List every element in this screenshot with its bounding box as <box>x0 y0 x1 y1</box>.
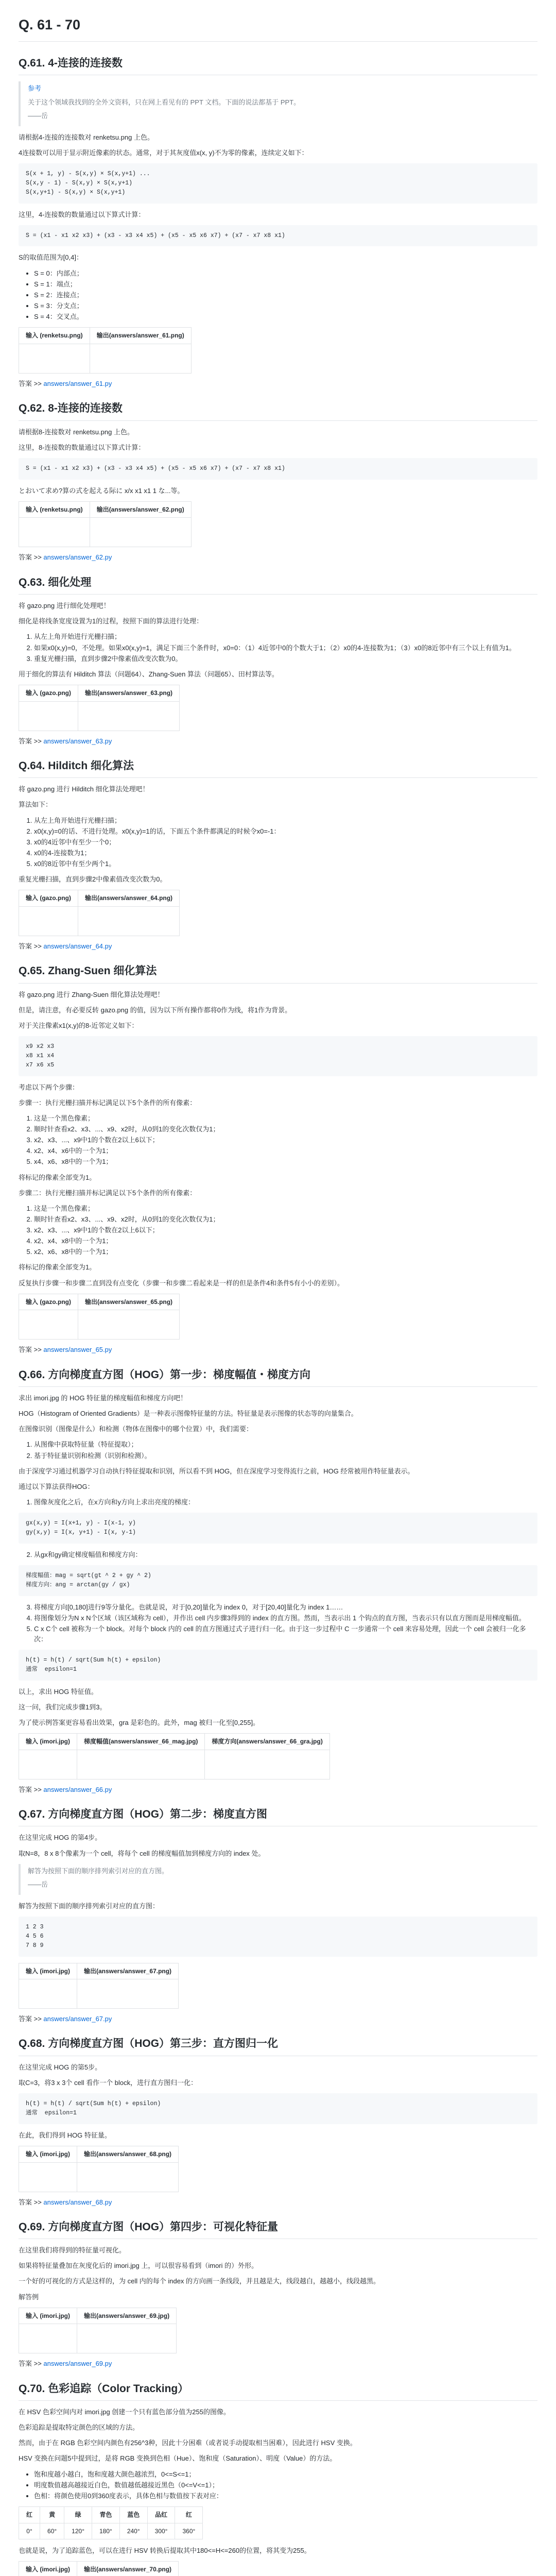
list-item: • S = 4：交叉点。 <box>34 312 537 322</box>
q70-p3: 然而，由于在 RGB 色彩空间内颜色有256^3种，因此十分困难（或者说手动提取相当困难），因此进行 HSV 变换。 <box>19 2439 357 2447</box>
q64-output-header: 输出(answers/answer_64.png) <box>78 890 180 907</box>
q66-p7: 这一问，我们完成步骤1到3。 <box>19 1703 107 1711</box>
q66-gra-image <box>205 1750 329 1779</box>
q67-input-image <box>19 1979 77 2009</box>
q63-input-header: 输入 (gazo.png) <box>19 685 78 701</box>
q67-output-header: 输出(answers/answer_67.png) <box>77 1963 179 1979</box>
q61-answer-link[interactable]: answers/answer_61.py <box>43 379 112 387</box>
q61-input-header: 输入 (renketsu.png) <box>19 328 90 344</box>
q64-input-header: 输入 (gazo.png) <box>19 890 78 907</box>
hue-name: 红 <box>175 2507 203 2523</box>
q65-input-image <box>19 1310 78 1340</box>
q63-answer <box>19 736 537 747</box>
q61-p4: S的取值范围为[0,4]： <box>19 253 83 262</box>
q67-quote <box>19 1864 537 1895</box>
q67-io-table <box>19 1963 179 2009</box>
q65-p3: 对于关注像素x1(x,y)的8-近邻定义如下： <box>19 1021 138 1029</box>
q61-io-table <box>19 327 192 374</box>
q62-p2: 这里，8-连接数的数量通过以下算式计算： <box>19 443 145 451</box>
list-item: 3. 将梯度方向[0,180]进行9等分量化。也就是说，对于[0,20]量化为 index 0，对于[20,40]量化为 index 1…… <box>34 1602 537 1613</box>
q66-title: Q.66. 方向梯度直方图（HOG）第一步：梯度幅值・梯度方向 <box>19 1367 537 1387</box>
q66-p1: 求出 imori.jpg 的 HOG 特征量的梯度幅值和梯度方向吧！ <box>19 1394 187 1402</box>
answer-label: 答案 >> <box>19 2015 44 2023</box>
q61-p1: 请根据4-连接的连接数对 renketsu.png 上色。 <box>19 133 154 141</box>
q61-code2: S = (x1 - x1 x2 x3) + (x3 - x3 x4 x5) + (x5 - x5 x6 x7) + (x7 - x7 x8 x1) <box>19 225 537 247</box>
q63-p1: 将 gazo.png 进行细化处理吧！ <box>19 602 110 610</box>
list-item: • S = 1：端点； <box>34 279 537 290</box>
q66-input-image <box>19 1750 77 1779</box>
q65-p5: 反复执行步骤一和步骤二直到没有点变化（步骤一和步骤二看起来是一样的但是条件4和条件5有小小的差别）。 <box>19 1279 344 1287</box>
q65-step1-label: 步骤一：执行光栅扫描并标记满足以下5个条件的所有像素： <box>19 1098 197 1107</box>
hue-name: 蓝色 <box>119 2507 147 2523</box>
answer-label: 答案 >> <box>19 737 44 745</box>
hue-value: 0° <box>19 2523 40 2539</box>
q63-list <box>19 632 537 664</box>
hue-value: 240° <box>119 2523 147 2539</box>
q64-list <box>19 816 537 870</box>
list-item: 3. x2、x3、...、x9中1的个数在2以上6以下； <box>34 1135 537 1145</box>
list-item: 5. x2、x6、x8中的一个为1； <box>34 1247 537 1257</box>
q69-input-image <box>19 2324 77 2353</box>
q66-p2: HOG（Histogram of Oriented Gradients）是一种表示图像特征量的方法。特征量是表示图像的状态等的向量集合。 <box>19 1410 358 1418</box>
list-item: 1. 图像灰度化之后，在x方向和y方向上求出亮度的梯度： <box>34 1497 537 1507</box>
q68-answer-link[interactable]: answers/answer_68.py <box>43 2198 112 2206</box>
answer-label: 答案 >> <box>19 379 44 387</box>
page-title: Q. 61 - 70 <box>19 14 537 42</box>
q64-io-table <box>19 890 180 936</box>
q70-p2: 色彩追踪是提取特定颜色的区域的方法。 <box>19 2424 140 2432</box>
q62-code: S = (x1 - x1 x2 x3) + (x3 - x3 x4 x5) + (x5 - x5 x6 x7) + (x7 - x7 x8 x1) <box>19 458 537 480</box>
q69-p1: 在这里我们将得到的特征量可视化。 <box>19 2246 126 2255</box>
q65-p4: 考虑以下两个步骤： <box>19 1083 79 1091</box>
q66-answer <box>19 1785 537 1795</box>
q68-p2: 取C=3，将3 x 3个 cell 看作一个 block，进行直方图归一化： <box>19 2079 198 2087</box>
q70-output-header: 输出(answers/answer_70.png) <box>77 2562 179 2576</box>
q70-input-header: 输入 (imori.jpg) <box>19 2562 77 2576</box>
q64-input-image <box>19 906 78 936</box>
q64-p1: 将 gazo.png 进行 Hilditch 细化算法处理吧！ <box>19 785 149 793</box>
q65-code: x9 x2 x3 x8 x1 x4 x7 x6 x5 <box>19 1036 537 1076</box>
hue-value: 360° <box>175 2523 203 2539</box>
list-item: • S = 2：连接点； <box>34 290 537 300</box>
answer-label: 答案 >> <box>19 2360 44 2368</box>
q68-title: Q.68. 方向梯度直方图（HOG）第三步：直方图归一化 <box>19 2036 537 2056</box>
q69-answer-link[interactable]: answers/answer_69.py <box>43 2360 112 2368</box>
q62-title: Q.62. 8-连接的连接数 <box>19 400 537 421</box>
q61-title: Q.61. 4-连接的连接数 <box>19 55 537 76</box>
q65-step2-label: 步骤二：执行光栅扫描并标记满足以下5个条件的所有像素： <box>19 1189 197 1197</box>
q67-input-header: 输入 (imori.jpg) <box>19 1963 77 1979</box>
q68-p1: 在这里完成 HOG 的第5步。 <box>19 2063 102 2071</box>
answer-label: 答案 >> <box>19 1346 44 1354</box>
q70-list <box>19 2469 537 2501</box>
q65-p1: 将 gazo.png 进行 Zhang-Suen 细化算法处理吧！ <box>19 990 164 998</box>
q63-p2: 细化是将线条宽度设置为1的过程，按照下面的算法进行处理： <box>19 617 203 625</box>
q65-step2-after: 将标记的像素全部变为1。 <box>19 1263 96 1272</box>
list-item: 1. 从左上角开始进行光栅扫描； <box>34 632 537 642</box>
list-item: 3. 重复光栅扫描，直到步骤2中像素值改变次数为0。 <box>34 654 537 664</box>
q64-answer-link[interactable]: answers/answer_64.py <box>43 942 112 950</box>
q61-quote <box>19 81 537 126</box>
q70-io-table <box>19 2561 179 2576</box>
q65-output-image <box>78 1310 180 1340</box>
q66-answer-link[interactable]: answers/answer_66.py <box>43 1785 112 1793</box>
q62-p3: とおいて求め?算の式を起える际に x/x x1 x1 1 な...等。 <box>19 486 184 495</box>
list-item: 5. x0的8近邻中有至少两个1。 <box>34 859 537 869</box>
q68-input-image <box>19 2162 77 2192</box>
q65-answer <box>19 1345 537 1355</box>
q68-io-table <box>19 2146 179 2192</box>
q66-p6: 以上，求出 HOG 特征值。 <box>19 1687 98 1696</box>
hue-value: 180° <box>92 2523 120 2539</box>
q65-section <box>19 963 537 1355</box>
q70-p5: 也就是说，为了追踪蓝色，可以在进行 HSV 转换后提取其中180<=H<=260的位置，将其变为255。 <box>19 2547 311 2555</box>
hue-name: 绿 <box>64 2507 92 2523</box>
q69-p4: 解答例 <box>19 2293 39 2301</box>
q65-p2: 但是，请注意，有必要反转 gazo.png 的值，因为以下所有操作都将0作为线，将1作为背景。 <box>19 1006 292 1014</box>
list-item: 3. x2、x3、...、x9中1的个数在2以上6以下； <box>34 1225 537 1235</box>
q69-section <box>19 2219 537 2369</box>
q64-section <box>19 758 537 952</box>
q63-io-table <box>19 685 180 731</box>
q70-p1: 在 HSV 色彩空间内对 imori.jpg 创建一个只有蓝色部分值为255的图像。 <box>19 2408 230 2416</box>
q64-answer <box>19 941 537 952</box>
list-item: 2. 从gx和gy确定梯度幅值和梯度方向： <box>34 1550 537 1560</box>
q63-output-image <box>78 701 180 731</box>
q61-quote-line: 参考 <box>28 84 42 93</box>
q70-hue-table <box>19 2506 203 2539</box>
q64-p3: 重复光栅扫描，直到步骤2中像素值改变次数为0。 <box>19 875 167 884</box>
q62-section <box>19 400 537 563</box>
q68-section <box>19 2036 537 2207</box>
q65-step2-list <box>19 1204 537 1258</box>
list-item: 4. 将图像划分为N x N个区域（该区域称为 cell），并作出 cell 内步骤3得到的 index 的直方图。然而，当表示出 1 个钩点的直方图，当表示只有以直方图而是用梯度幅值。 <box>34 1613 537 1623</box>
answer-label: 答案 >> <box>19 1785 44 1793</box>
q62-input-image <box>19 518 90 547</box>
q69-answer <box>19 2359 537 2369</box>
q64-output-image <box>78 906 180 936</box>
hue-name: 红 <box>19 2507 40 2523</box>
q67-code: 1 2 3 4 5 6 7 8 9 <box>19 1917 537 1956</box>
list-item: 3. x0的4近邻中有至少一个0； <box>34 837 537 848</box>
q67-quote-line: 解答为按照下面的顺序排列索引对应的直方图。 <box>28 1867 169 1875</box>
list-item: 2. 顺时针查看x2、x3、...、x9、x2时，从0到1的变化次数仅为1； <box>34 1124 537 1134</box>
list-item: 5. C x C个 cell 被称为一个 block。对每个 block 内的 cell 的直方图通过式子进行归一化。由于这一步过程中 C 一步通常一个 cell 来容易处理，因此一个 cell 会被归一化多次： <box>34 1624 537 1645</box>
q63-input-image <box>19 701 78 731</box>
q61-list <box>19 268 537 323</box>
list-item: • 明度数值越高越接近白色，数值越低越接近黑色（0<=V<=1）； <box>34 2480 537 2490</box>
q66-code2: 梯度幅值：mag = sqrt(gt ^ 2 + gy ^ 2) 梯度方向：ang = arctan(gy / gx) <box>19 1565 537 1596</box>
q67-p2: 取N=8，8 x 8个像素为一个 cell，将每个 cell 的梯度幅值加到梯度方向的 index 处。 <box>19 1849 265 1857</box>
q67-p3: 解答为按照下面的顺序排列索引对应的直方图： <box>19 1902 160 1910</box>
q61-output-image <box>90 344 191 373</box>
q69-io-table <box>19 2308 177 2354</box>
q66-io-table <box>19 1733 330 1780</box>
q68-p3: 在此，我们得到 HOG 特征量。 <box>19 2131 111 2139</box>
q69-p2: 如果将特征量叠加在灰度化后的 imori.jpg 上，可以很容易看到（imori 的）外形。 <box>19 2262 258 2270</box>
q65-answer-link[interactable]: answers/answer_65.py <box>43 1346 112 1354</box>
q67-section <box>19 1806 537 2024</box>
q62-input-header: 输入 (renketsu.png) <box>19 501 90 518</box>
list-item: • 色相：将颜色使用0到360度表示，具体色相与数值按下表对应： <box>34 2491 537 2501</box>
q61-code1 <box>19 163 537 203</box>
q67-answer <box>19 2014 537 2024</box>
list-item: 2. x0(x,y)=0的话、不进行处理。x0(x,y)=1的话，下面五个条件都满足的时候令x0=-1： <box>34 826 537 837</box>
q63-p3: 用于细化的算法有 Hilditch 算法（问题64）、Zhang-Suen 算法（问题65）、田村算法等。 <box>19 670 279 678</box>
hue-value: 120° <box>64 2523 92 2539</box>
q66-mag-header: 梯度幅值(answers/answer_66_mag.jpg) <box>77 1734 205 1750</box>
q63-output-header: 输出(answers/answer_63.png) <box>78 685 180 701</box>
q66-code1: gx(x,y) = I(x+1, y) - I(x-1, y) gy(x,y) = I(x, y+1) - I(x, y-1) <box>19 1513 537 1544</box>
q62-answer <box>19 552 537 563</box>
hue-name: 品红 <box>147 2507 175 2523</box>
list-item: 1. 这是一个黑色像素； <box>34 1204 537 1214</box>
hue-value: 60° <box>40 2523 64 2539</box>
hue-name: 黄 <box>40 2507 64 2523</box>
q63-answer-link[interactable]: answers/answer_63.py <box>43 737 112 745</box>
q66-p8: 为了使示例答案更容易看出效果，gra 是彩色的。此外，mag 被归一化至[0,255]。 <box>19 1719 260 1727</box>
q66-p5: 通过以下算法获得HOG： <box>19 1482 94 1490</box>
q69-title: Q.69. 方向梯度直方图（HOG）第四步：可视化特征量 <box>19 2219 537 2240</box>
q61-answer <box>19 379 537 389</box>
list-item: 5. x4、x6、x8中的一个为1； <box>34 1157 537 1167</box>
q62-output-image <box>90 518 191 547</box>
q65-output-header: 输出(answers/answer_65.png) <box>78 1294 180 1310</box>
q70-p4: HSV 变换在问题5中提到过，是将 RGB 变换到色相（Hue）、饱和度（Saturation）、明度（Value）的方法。 <box>19 2454 337 2463</box>
q65-step1-after: 将标记的像素全部变为1。 <box>19 1173 96 1181</box>
q70-section <box>19 2381 537 2576</box>
list-item: 1. 从图像中获取特征量（特征提取）； <box>34 1439 537 1450</box>
hue-name: 青色 <box>92 2507 120 2523</box>
q63-title: Q.63. 细化处理 <box>19 574 537 595</box>
q69-input-header: 输入 (imori.jpg) <box>19 2308 77 2324</box>
q65-step1-list <box>19 1113 537 1167</box>
list-item: • 饱和度越小越白，饱和度越大颜色越浓烈，0<=S<=1； <box>34 2469 537 2480</box>
q69-p3: 一个好的可视化的方式是这样的，为 cell 内的每个 index 的方向画一条线段，并且越是大，线段越白，越越小，线段越黑。 <box>19 2277 380 2285</box>
q61-quote-line: 关于这个领域我找到的全外文资料，只在网上看见有的 PPT 文档。下面的说法都基于 PPT。 <box>28 98 301 106</box>
list-item: 1. 从左上角开始进行光栅扫描； <box>34 816 537 826</box>
list-item: 1. 这是一个黑色像素； <box>34 1113 537 1124</box>
q61-quote-sep: ——岳 <box>28 111 48 120</box>
q67-title: Q.67. 方向梯度直方图（HOG）第二步：梯度直方图 <box>19 1806 537 1827</box>
q67-p1: 在这里完成 HOG 的第4步。 <box>19 1834 102 1842</box>
q62-answer-link[interactable]: answers/answer_62.py <box>43 553 112 562</box>
q70-title: Q.70. 色彩追踪（Color Tracking） <box>19 2381 537 2401</box>
q66-code3: h(t) = h(t) / sqrt(Sum h(t) + epsilon) 通常 epsilon=1 <box>19 1650 537 1681</box>
q67-answer-link[interactable]: answers/answer_67.py <box>43 2015 112 2023</box>
q66-list1 <box>19 1439 537 1461</box>
list-item: 2. 基于特征量识别和检测（识别和检测）。 <box>34 1451 537 1461</box>
answer-label: 答案 >> <box>19 942 44 950</box>
q61-output-header: 输出(answers/answer_61.png) <box>90 328 191 344</box>
q62-output-header: 输出(answers/answer_62.png) <box>90 501 191 518</box>
q66-step2 <box>19 1550 537 1560</box>
q62-io-table <box>19 501 192 548</box>
q68-output-header: 输出(answers/answer_68.png) <box>77 2146 179 2162</box>
q68-code: h(t) = h(t) / sqrt(Sum h(t) + epsilon) 通常 epsilon=1 <box>19 2093 537 2124</box>
q63-section <box>19 574 537 747</box>
q66-gra-header: 梯度方向(answers/answer_66_gra.jpg) <box>205 1734 329 1750</box>
q69-output-image <box>77 2324 177 2353</box>
list-item: 4. x2、x4、x6中的一个为1； <box>34 1146 537 1156</box>
hue-value: 300° <box>147 2523 175 2539</box>
q68-answer <box>19 2197 537 2208</box>
q66-p3: 在图像识别（图像是什么）和检测（物体在图像中的哪个位置）中，我们需要： <box>19 1425 253 1433</box>
q61-p2: 4连接数可以用于显示附近像素的状态。通常，对于其灰度值x(x, y)不为零的像素，连续定义如下： <box>19 148 308 157</box>
q68-input-header: 输入 (imori.jpg) <box>19 2146 77 2162</box>
q66-p4: 由于深度学习通过机器学习自动执行特征提取和识别，所以看不到 HOG，但在深度学习变得流行之前，HOG 经常被用作特征量表示。 <box>19 1467 414 1475</box>
q64-title: Q.64. Hilditch 细化算法 <box>19 758 537 778</box>
q65-input-header: 输入 (gazo.png) <box>19 1294 78 1310</box>
q66-section <box>19 1367 537 1795</box>
answer-label: 答案 >> <box>19 553 44 562</box>
q65-title: Q.65. Zhang-Suen 细化算法 <box>19 963 537 984</box>
q65-io-table <box>19 1294 180 1340</box>
q66-step1 <box>19 1497 537 1507</box>
code-line: S(x,y+1) - S(x,y) × S(x,y+1) <box>26 189 126 196</box>
code-line: S(x,y - 1) - S(x,y) × S(x,y+1) <box>26 179 133 187</box>
list-item: • S = 0：内部点； <box>34 268 537 279</box>
q67-quote-sep: ——岳 <box>28 1880 48 1888</box>
list-item: • S = 3：分支点； <box>34 301 537 311</box>
q66-input-header: 输入 (imori.jpg) <box>19 1734 77 1750</box>
code-line: S(x + 1, y) - S(x,y) × S(x,y+1) ... <box>26 171 150 178</box>
q68-output-image <box>77 2162 179 2192</box>
list-item: 4. x2、x4、x8中的一个为1； <box>34 1236 537 1246</box>
q61-section <box>19 55 537 389</box>
q69-output-header: 输出(answers/answer_69.jpg) <box>77 2308 177 2324</box>
q64-p2: 算法如下： <box>19 801 53 809</box>
q66-list2 <box>19 1602 537 1645</box>
answer-label: 答案 >> <box>19 2198 44 2206</box>
q61-input-image <box>19 344 90 373</box>
list-item: 2. 顺时针查看x2、x3、...、x9、x2时，从0到1的变化次数仅为1； <box>34 1214 537 1225</box>
q67-output-image <box>77 1979 179 2009</box>
q61-p3: 这里，4-连接数的数量通过以下算式计算： <box>19 210 145 218</box>
q62-p1: 请根据8-连接数对 renketsu.png 上色。 <box>19 428 134 436</box>
list-item: 4. x0的4-连接数为1； <box>34 848 537 858</box>
q66-mag-image <box>77 1750 205 1779</box>
list-item: 2. 如果x0(x,y)=0，不处理。如果x0(x,y)=1，满足下面三个条件时，x0=0：（1）4近邻中0的个数大于1；（2）x0的4-连接数为1；（3）x0的8近邻中有三个以上有值为1。 <box>34 643 537 653</box>
